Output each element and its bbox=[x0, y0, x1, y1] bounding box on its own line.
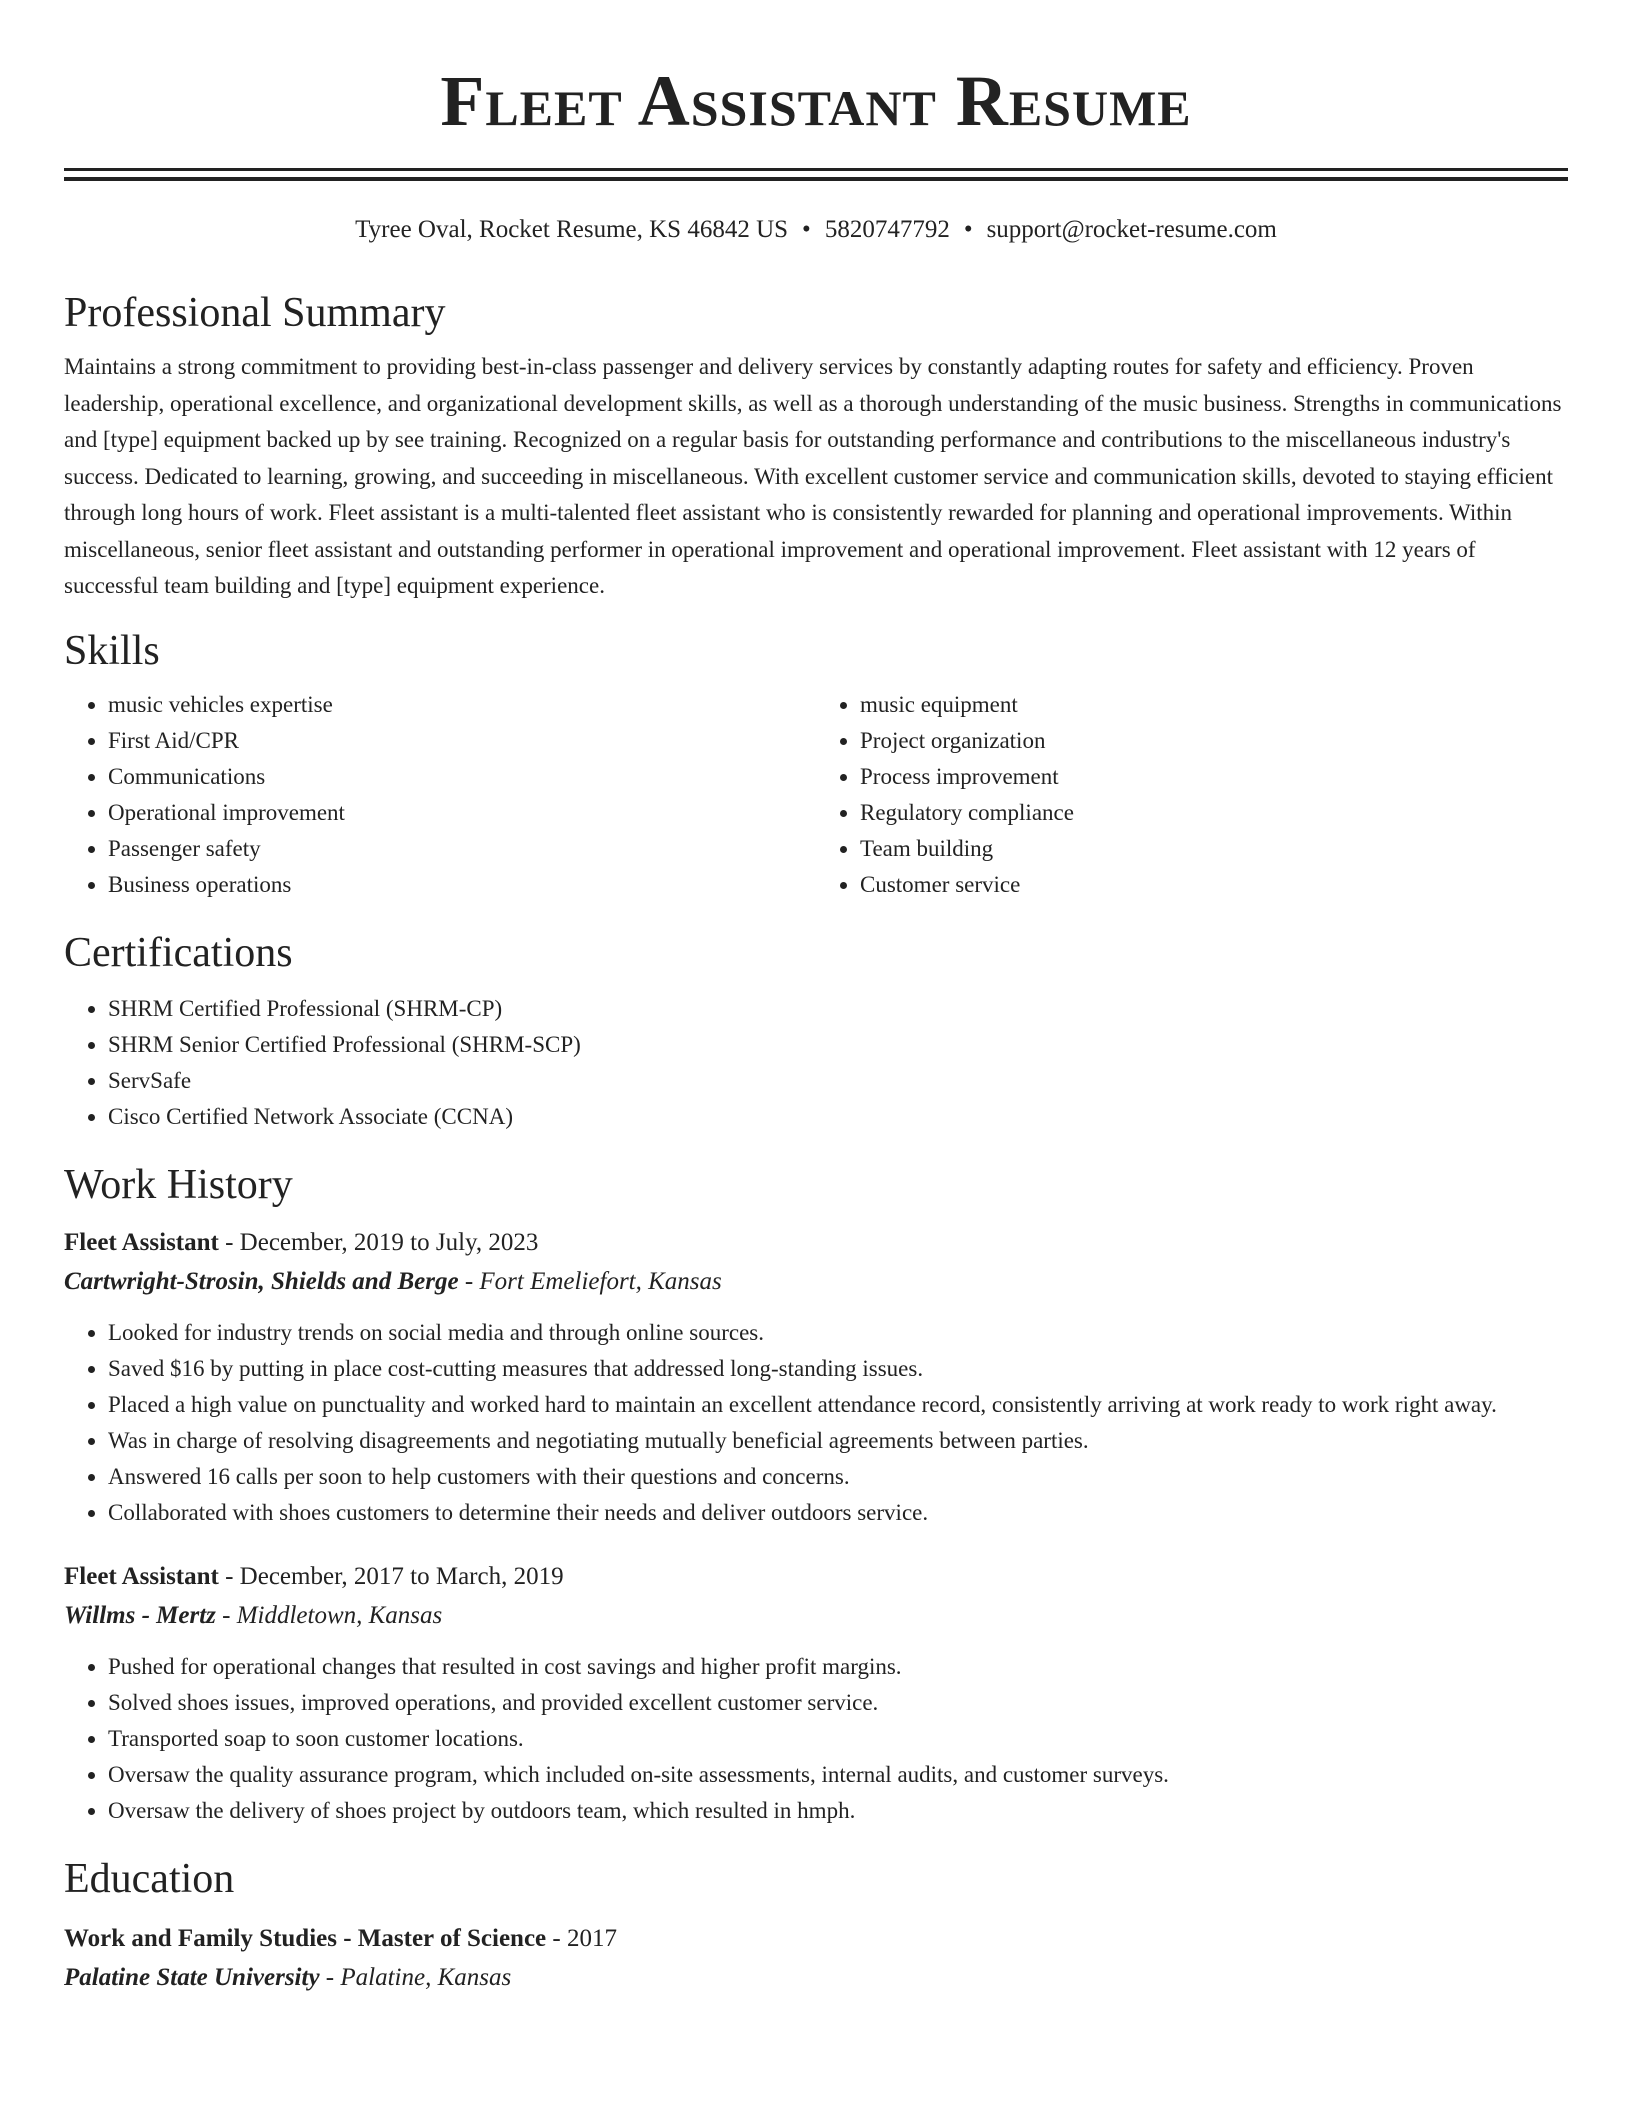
certification-item: • Cisco Certified Network Associate (CCNA) bbox=[108, 1099, 1568, 1135]
education-school-line bbox=[64, 1959, 1568, 1997]
job-location: - Fort Emeliefort, Kansas bbox=[458, 1267, 722, 1295]
skill-item: • music equipment bbox=[860, 687, 1568, 723]
job-bullet: • Answered 16 calls per soon to help customers with their questions and concerns. bbox=[108, 1459, 1568, 1495]
job-bullets bbox=[64, 1649, 1568, 1829]
job-dates: - December, 2017 to March, 2019 bbox=[218, 1562, 564, 1590]
job-title-line bbox=[64, 1557, 1568, 1597]
skills-heading: Skills bbox=[64, 627, 160, 674]
work-history-heading: Work History bbox=[64, 1161, 293, 1208]
education-heading: Education bbox=[64, 1855, 235, 1902]
skill-item: • Project organization bbox=[860, 723, 1568, 759]
certifications-list bbox=[64, 991, 1568, 1135]
contact-line bbox=[64, 213, 1568, 247]
contact-phone: 5820747792 bbox=[824, 216, 950, 243]
job-bullet: • Was in charge of resolving disagreements and negotiating mutually beneficial agreements between parties. bbox=[108, 1423, 1568, 1459]
skill-item: • Customer service bbox=[860, 867, 1568, 903]
job-company: Willms - Mertz bbox=[64, 1601, 216, 1629]
skill-item: • Passenger safety bbox=[108, 831, 816, 867]
job-entry bbox=[64, 1223, 1568, 1531]
skill-item: • Regulatory compliance bbox=[860, 795, 1568, 831]
job-entry bbox=[64, 1557, 1568, 1829]
job-bullet: • Transported soap to soon customer locations. bbox=[108, 1721, 1568, 1757]
job-bullet: • Pushed for operational changes that resulted in cost savings and higher profit margins. bbox=[108, 1649, 1568, 1685]
education-school: Palatine State University bbox=[64, 1963, 320, 1991]
contact-address: Tyree Oval, Rocket Resume, KS 46842 US bbox=[355, 216, 789, 243]
skill-item: • Business operations bbox=[108, 867, 816, 903]
skill-item: • Team building bbox=[860, 831, 1568, 867]
skill-item: • music vehicles expertise bbox=[108, 687, 816, 723]
skill-item: • Communications bbox=[108, 759, 816, 795]
contact-separator: • bbox=[963, 216, 973, 243]
job-bullet: • Placed a high value on punctuality and worked hard to maintain an excellent attendance record, consistently arriving at work ready to work right away. bbox=[108, 1387, 1568, 1423]
job-bullet: • Oversaw the quality assurance program, which included on-site assessments, internal audits, and customer surveys. bbox=[108, 1757, 1568, 1793]
skills-right-list bbox=[816, 687, 1568, 903]
certification-item: • ServSafe bbox=[108, 1063, 1568, 1099]
job-title: Fleet Assistant bbox=[64, 1562, 219, 1590]
certification-item: • SHRM Senior Certified Professional (SHRM-SCP) bbox=[108, 1027, 1568, 1063]
resume-title: Fleet Assistant Resume bbox=[440, 61, 1192, 141]
job-company-line bbox=[64, 1263, 1568, 1301]
summary-heading: Professional Summary bbox=[64, 290, 446, 336]
skill-item: • First Aid/CPR bbox=[108, 723, 816, 759]
job-dates: - December, 2019 to July, 2023 bbox=[218, 1228, 539, 1256]
job-bullets bbox=[64, 1315, 1568, 1531]
education-year: - 2017 bbox=[546, 1924, 617, 1952]
education-location: - Palatine, Kansas bbox=[319, 1963, 512, 1991]
job-bullet: • Collaborated with shoes customers to determine their needs and deliver outdoors service. bbox=[108, 1495, 1568, 1531]
job-bullet: • Saved $16 by putting in place cost-cutting measures that addressed long-standing issues. bbox=[108, 1351, 1568, 1387]
job-bullet: • Solved shoes issues, improved operations, and provided excellent customer service. bbox=[108, 1685, 1568, 1721]
certifications-heading: Certifications bbox=[64, 929, 293, 976]
job-bullet: • Oversaw the delivery of shoes project by outdoors team, which resulted in hmph. bbox=[108, 1793, 1568, 1829]
job-location: - Middletown, Kansas bbox=[215, 1601, 443, 1629]
skill-item: • Operational improvement bbox=[108, 795, 816, 831]
education-degree-line bbox=[64, 1919, 1568, 1959]
job-title-line bbox=[64, 1223, 1568, 1263]
contact-email: support@rocket-resume.com bbox=[986, 216, 1277, 243]
education-degree: Work and Family Studies - Master of Science bbox=[64, 1924, 547, 1952]
job-title: Fleet Assistant bbox=[64, 1228, 219, 1256]
certification-item: • SHRM Certified Professional (SHRM-CP) bbox=[108, 991, 1568, 1027]
skills-left-list bbox=[64, 687, 816, 903]
title-double-rule bbox=[64, 168, 1568, 181]
contact-separator: • bbox=[802, 216, 811, 243]
job-bullet: • Looked for industry trends on social media and through online sources. bbox=[108, 1315, 1568, 1351]
job-company-line bbox=[64, 1597, 1568, 1635]
skill-item: • Process improvement bbox=[860, 759, 1568, 795]
job-company: Cartwright-Strosin, Shields and Berge bbox=[64, 1267, 459, 1295]
summary-text: Maintains a strong commitment to providing best-in-class passenger and delivery services by constantly adapting routes for safety and efficiency. Proven leadership, operational excellence, and organizational development skills, as well as a thorough understanding of the music business. Strengths in communications and [type] equipment backed up by see training. Recognized on a regular basis for outstanding performance and contributions to the miscellaneous industry's success. Dedicated to learning, growing, and succeeding in miscellaneous. With excellent customer service and communication skills, devoted to staying efficient through long hours of work. Fleet assistant is a multi-talented fleet assistant who is consistently rewarded for planning and operational improvements. Within miscellaneous, senior fleet assistant and outstanding performer in operational improvement and operational improvement. Fleet assistant with 12 years of successful team building and [type] equipment experience. bbox=[64, 354, 1562, 598]
skills-columns bbox=[64, 687, 1568, 903]
